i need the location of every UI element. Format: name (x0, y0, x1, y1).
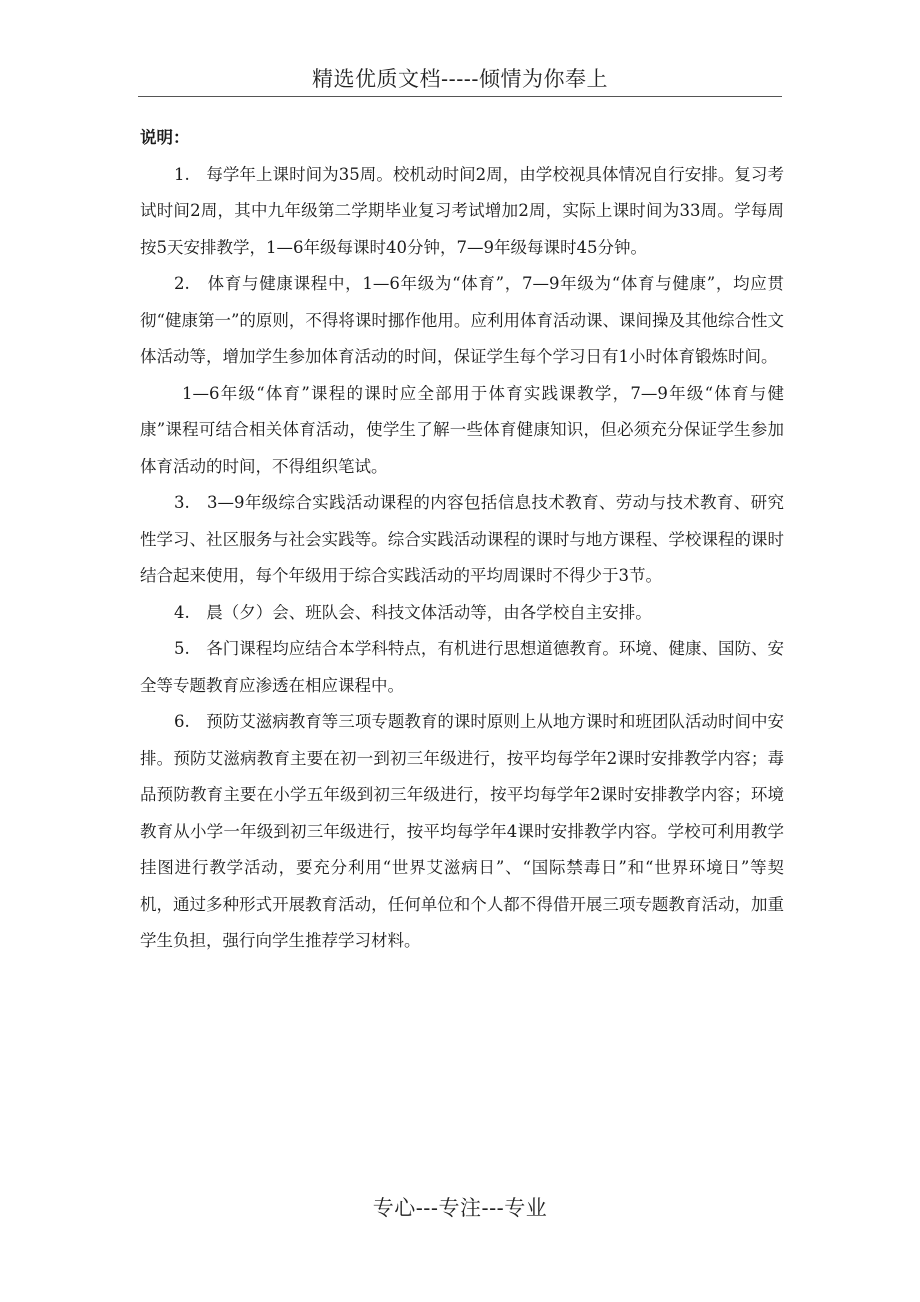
paragraph-item-2: 2. 体育与健康课程中，1—6年级为“体育”，7—9年级为“体育与健康”，均应贯彻“健康第一”的原则，不得将课时挪作他用。应利用体育活动课、课间操及其他综合性文体活动等，增加学生参加体育活动的时间，保证学生每个学习日有1小时体育锻炼时间。 (140, 274, 784, 366)
paragraph-item-1: 1. 每学年上课时间为35周。校机动时间2周，由学校视具体情况自行安排。复习考试时间2周，其中九年级第二学期毕业复习考试增加2周，实际上课时间为33周。学每周按5天安排教学，1—6年级每课时40分钟，7—9年级每课时45分钟。 (140, 164, 784, 257)
paragraph-item-3: 3. 3—9年级综合实践活动课程的内容包括信息技术教育、劳动与技术教育、研究性学习、社区服务与社会实践等。综合实践活动课程的课时与地方课程、学校课程的课时结合起来使用，每个年级用于综合实践活动的平均周课时不得少于3节。 (140, 493, 784, 585)
page-header-title: 精选优质文档-----倾情为你奉上 (312, 67, 608, 91)
paragraph-item-5: 5. 各门课程均应结合本学科特点，有机进行思想道德教育。环境、健康、国防、安全等专题教育应渗透在相应课程中。 (140, 639, 784, 695)
paragraph-item-6: 6. 预防艾滋病教育等三项专题教育的课时原则上从地方课时和班团队活动时间中安排。预防艾滋病教育主要在初一到初三年级进行，按平均每学年2课时安排教学内容；毒品预防教育主要在小学五年级到初三年级进行，按平均每学年2课时安排教学内容；环境教育从小学一年级到初三年级进行，按平均每学年4课时安排教学内容。学校可利用教学挂图进行教学活动，要充分利用“世界艾滋病日”、“国际禁毒日”和“世界环境日”等契机，通过多种形式开展教育活动，任何单位和个人都不得借开展三项专题教育活动，加重学生负担，强行向学生推荐学习材料。 (140, 712, 784, 950)
page-footer-text: 专心---专注---专业 (372, 1196, 548, 1220)
document-body (140, 120, 784, 960)
paragraph-item-2-continued: 1—6年级“体育”课程的课时应全部用于体育实践课教学，7—9年级“体育与健康”课程可结合相关体育活动，使学生了解一些体育健康知识，但必须充分保证学生参加体育活动的时间，不得组织笔试。 (140, 383, 784, 476)
section-label: 说明： (140, 128, 190, 147)
header-divider (138, 96, 782, 97)
paragraph-item-4: 4. 晨（夕）会、班队会、科技文体活动等，由各学校自主安排。 (174, 602, 652, 622)
